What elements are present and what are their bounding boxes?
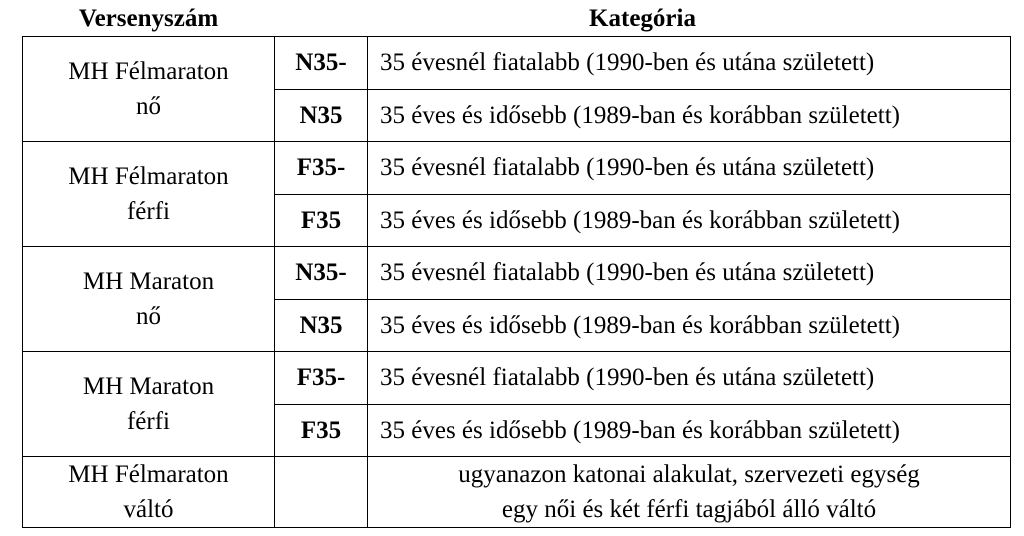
table-row — [23, 142, 1011, 195]
relay-description-line: ugyanazon katonai alakulat, szervezeti egység — [458, 461, 920, 488]
header-event: Versenyszám — [78, 5, 219, 32]
table-row — [23, 352, 1011, 405]
event-gender: nő — [136, 303, 161, 330]
category-table — [22, 2, 1011, 528]
event-name: MH Félmaraton — [68, 58, 229, 85]
category-code: F35- — [275, 142, 368, 195]
category-description: 35 éves és idősebb (1989-ban és korábban született) — [368, 194, 1011, 247]
category-description: 35 évesnél fiatalabb (1990-ben és utána született) — [368, 352, 1011, 405]
event-name: MH Félmaraton — [68, 163, 229, 190]
category-code: N35- — [275, 247, 368, 300]
relay-description — [368, 457, 1011, 528]
event-cell — [23, 247, 275, 352]
category-code: F35 — [275, 404, 368, 457]
event-cell — [23, 142, 275, 247]
header-category: Kategória — [589, 5, 696, 32]
category-code: N35 — [275, 299, 368, 352]
category-description: 35 éves és idősebb (1989-ban és korábban született) — [368, 299, 1011, 352]
event-cell — [23, 457, 275, 528]
event-type: váltó — [123, 496, 174, 523]
table-row — [23, 247, 1011, 300]
event-gender: férfi — [126, 198, 171, 225]
category-code: N35 — [275, 89, 368, 142]
event-cell — [23, 352, 275, 457]
category-code: F35 — [275, 194, 368, 247]
category-code-empty — [275, 457, 368, 528]
category-description: 35 évesnél fiatalabb (1990-ben és utána született) — [368, 37, 1011, 90]
relay-description-line: egy női és két férfi tagjából álló váltó — [501, 496, 877, 523]
event-name: MH Félmaraton — [68, 461, 229, 488]
category-code: F35- — [275, 352, 368, 405]
event-gender: férfi — [126, 408, 171, 435]
event-name: MH Maraton — [82, 373, 215, 400]
table-row — [23, 37, 1011, 90]
table-row — [23, 457, 1011, 528]
category-description: 35 éves és idősebb (1989-ban és korábban született) — [368, 404, 1011, 457]
category-description: 35 évesnél fiatalabb (1990-ben és utána született) — [368, 247, 1011, 300]
event-gender: nő — [136, 93, 161, 120]
category-description: 35 éves és idősebb (1989-ban és korábban született) — [368, 89, 1011, 142]
event-cell — [23, 37, 275, 142]
category-code: N35- — [275, 37, 368, 90]
event-name: MH Maraton — [82, 268, 215, 295]
category-description: 35 évesnél fiatalabb (1990-ben és utána született) — [368, 142, 1011, 195]
table-header-row — [23, 2, 1011, 37]
